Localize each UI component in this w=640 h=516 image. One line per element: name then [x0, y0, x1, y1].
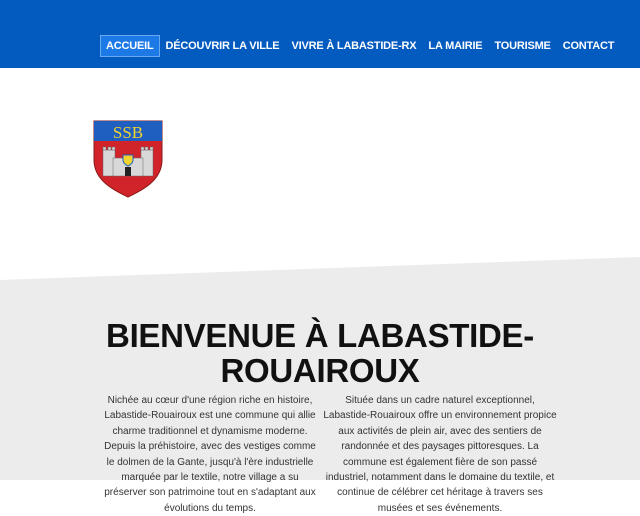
- nav-decouvrir-la-ville[interactable]: DÉCOUVRIR LA VILLE: [165, 40, 280, 52]
- nav-vivre-a-labastide[interactable]: VIVRE À LABASTIDE-RX: [291, 40, 417, 52]
- logo-text: SSB: [112, 123, 144, 142]
- coat-of-arms-icon[interactable]: [93, 120, 163, 198]
- welcome-title: BIENVENUE À LABASTIDE-ROUAIROUX: [106, 317, 534, 389]
- nav-la-mairie[interactable]: LA MAIRIE: [428, 40, 483, 52]
- nav-accueil[interactable]: ACCUEIL: [100, 35, 160, 57]
- intro-paragraph-left: Nichée au cœur d'une région riche en histoire, Labastide-Rouairoux est une commune qui allie charme traditionnel et dynamisme moderne. Depuis la préhistoire, avec des vestiges comme le dolmen de la Gante, jusqu'à l'ère industrielle marquée par le textile, notre village a su préserver son patrimoine tout en s'adaptant aux évolutions du temps.: [104, 395, 316, 514]
- nav-tourisme[interactable]: TOURISME: [494, 40, 551, 52]
- intro-paragraph-right: Située dans un cadre naturel exceptionnel, Labastide-Rouairoux offre un environnement propice aux activités de plein air, avec des sentiers de randonnée et des paysages pittoresques. La commune est également fière de son passé industriel, notamment dans le domaine du textile, et continue de célébrer cet héritage à travers ses musées et ses événements.: [323, 395, 557, 514]
- main-nav: [100, 35, 620, 57]
- top-navbar: [0, 0, 640, 68]
- nav-contact[interactable]: CONTACT: [562, 40, 615, 52]
